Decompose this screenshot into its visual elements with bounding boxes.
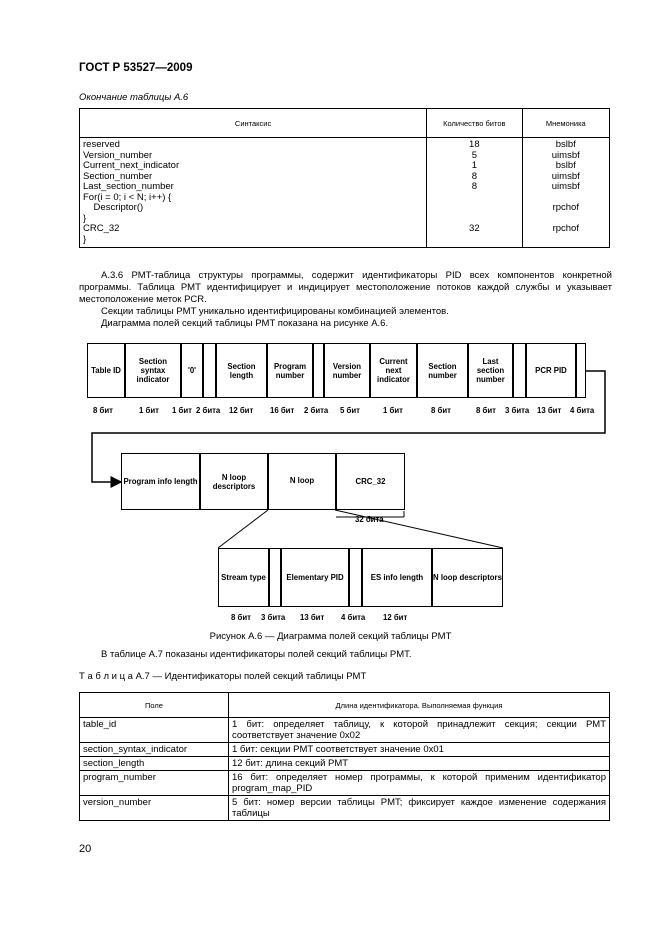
syntax-line: } <box>83 233 87 245</box>
field-zero-bit: '0' <box>181 343 203 398</box>
field-section-length: Section length <box>216 343 267 398</box>
bit-width-label: 3 бита <box>261 613 286 622</box>
paragraph-table-ref: В таблице А.7 показаны идентификаторы полей секций таблицы PMT. <box>101 649 412 660</box>
field-program-number: Program number <box>267 343 313 398</box>
table-row <box>80 796 610 821</box>
column-header: Длина идентификатора. Выполняемая функция <box>229 693 610 718</box>
bit-width-label: 1 бит <box>383 406 403 415</box>
field-description: 5 бит: номер версии таблицы PMT; фиксирует каждое изменение содержания таблицы <box>229 796 610 821</box>
syntax-line: reserved <box>83 139 120 150</box>
mnemonic-value: uimsbf <box>551 181 580 192</box>
bit-width-label: 32 бита <box>355 515 384 524</box>
bit-width-label: 2 бита <box>196 406 221 415</box>
field-crc32: CRC_32 <box>336 453 405 510</box>
bit-width-label: 4 бита <box>341 613 366 622</box>
field-stream-type: Stream type <box>218 548 269 607</box>
mnemonic-value: uimsbf <box>551 170 580 182</box>
bits-value: 18 <box>469 139 480 150</box>
field-description: 1 бит: определяет таблицу, к которой принадлежит секция; секции PMT соответствует значение 0x02 <box>229 718 610 743</box>
field-reserved <box>269 548 281 607</box>
field-n-loop: N loop <box>268 453 336 510</box>
syntax-line: Version_number <box>83 149 153 161</box>
bits-value: 5 <box>471 149 477 161</box>
table-row <box>80 718 610 743</box>
field-description: 16 бит: определяет номер программы, к которой применим идентификатор program_map_PID <box>229 771 610 796</box>
field-es-info-length: ES info length <box>362 548 432 607</box>
bit-width-label: 13 бит <box>300 613 325 622</box>
bits-value: 32 <box>469 223 480 234</box>
field-last-section-number: Last section number <box>468 343 513 398</box>
syntax-line: Last_section_number <box>83 181 174 192</box>
bit-width-label: 13 бит <box>537 406 562 415</box>
table-row <box>80 771 610 796</box>
syntax-line: Section_number <box>83 170 153 182</box>
field-section-syntax-indicator: Section syntax indicator <box>125 343 181 398</box>
field-n-loop-descriptors: N loop descriptors <box>432 548 503 607</box>
syntax-line: Current_next_indicator <box>83 160 180 171</box>
figure-caption: Рисунок А.6 — Диаграмма полей секций таблицы PMT <box>209 631 452 642</box>
bit-width-label: 1 бит <box>172 406 192 415</box>
field-elementary-pid: Elementary PID <box>281 548 349 607</box>
field-name: program_number <box>80 771 229 796</box>
column-header: Синтаксис <box>80 109 427 138</box>
bit-width-label: 12 бит <box>383 613 408 622</box>
mnemonic-value: rpchof <box>552 202 579 213</box>
field-section-number: Section number <box>417 343 468 398</box>
field-program-info-length: Program info length <box>121 453 200 510</box>
document-header: ГОСТ Р 53527—2009 <box>79 62 193 74</box>
paragraph-diagram-ref: Диаграмма полей секций таблицы PMT показана на рисунке А.6. <box>101 318 389 329</box>
field-version-number: Version number <box>324 343 370 398</box>
field-name: version_number <box>80 796 229 821</box>
bit-width-label: 8 бит <box>231 613 251 622</box>
bit-width-label: 8 бит <box>93 406 113 415</box>
bit-width-label: 8 бит <box>431 406 451 415</box>
bit-width-label: 2 бита <box>304 406 329 415</box>
column-header: Количество битов <box>427 109 522 138</box>
field-current-next-indicator: Current next indicator <box>370 343 417 398</box>
table-continuation-label: Окончание таблицы А.6 <box>79 92 189 103</box>
bit-width-label: 16 бит <box>270 406 295 415</box>
bit-width-label: 1 бит <box>139 406 159 415</box>
bit-width-label: 4 бита <box>570 406 595 415</box>
syntax-line: } <box>83 212 87 224</box>
field-reserved <box>349 548 362 607</box>
bit-width-label: 8 бит <box>476 406 496 415</box>
mnemonic-value: bslbf <box>555 160 576 171</box>
bits-value: 8 <box>471 181 477 192</box>
mnemonic-value: rpchof <box>552 223 579 234</box>
syntax-line: For(i = 0; i < N; i++) { <box>83 191 172 203</box>
mnemonic-value: uimsbf <box>551 149 580 161</box>
field-description: 1 бит: секции PMT соответствует значение 0x01 <box>229 743 610 757</box>
table-row <box>80 757 610 771</box>
table-row <box>80 743 610 757</box>
table-a7-title: Т а б л и ц а А.7 — Идентификаторы полей секций таблицы PMT <box>79 671 367 682</box>
field-name: section_length <box>80 757 229 771</box>
field-table-id: Table ID <box>87 343 125 398</box>
field-pcr-pid: PCR PID <box>526 343 576 398</box>
bits-value: 8 <box>471 170 477 182</box>
bit-width-label: 12 бит <box>229 406 254 415</box>
field-n-loop-descriptors: N loop descriptors <box>200 453 268 510</box>
paragraph-a36: А.3.6 PMT-таблица структуры программы, содержит идентификаторы PID всех компонентов конкретной программы. Таблица PMT идентифицирует и индицирует местоположение потоков каждой службы и указывает местоположение меток PCR. <box>79 270 612 305</box>
field-name: section_syntax_indicator <box>80 743 229 757</box>
bits-value: 1 <box>471 160 477 171</box>
page-number: 20 <box>79 843 92 855</box>
field-description: 12 бит: длина секций PMT <box>229 757 610 771</box>
table-a7 <box>79 692 610 821</box>
field-name: table_id <box>80 718 229 743</box>
paragraph-uniqueness: Секции таблицы PMT уникально идентифицированы комбинацией элементов. <box>101 306 449 317</box>
bit-width-label: 5 бит <box>340 406 360 415</box>
column-header: Поле <box>80 693 229 718</box>
column-header: Мнемоника <box>522 109 609 138</box>
bit-width-label: 3 бита <box>505 406 530 415</box>
syntax-line: Descriptor() <box>83 202 144 213</box>
mnemonic-value: bslbf <box>555 139 576 150</box>
syntax-line: CRC_32 <box>83 223 120 234</box>
